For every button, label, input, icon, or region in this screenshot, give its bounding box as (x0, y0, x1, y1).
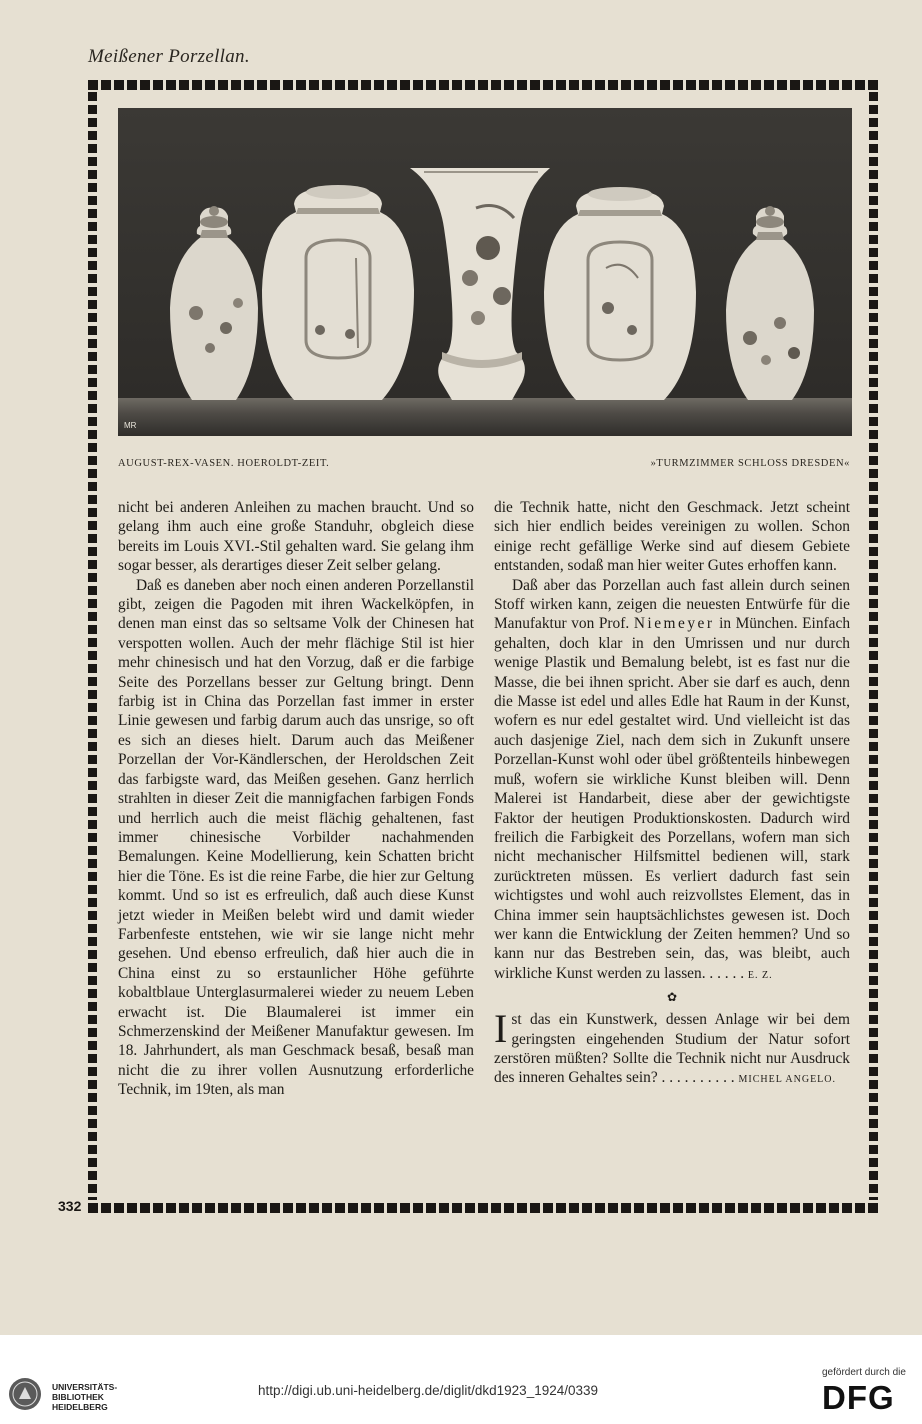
figure-caption-right: »TURMZIMMER SCHLOSS DRESDEN« (650, 458, 850, 469)
figure-caption-left: AUGUST-REX-VASEN. HOEROLDT-ZEIT. (118, 458, 330, 469)
running-title: Meißener Porzellan. (88, 46, 250, 67)
library-name-line: BIBLIOTHEK (52, 1392, 104, 1402)
paragraph (494, 576, 850, 986)
library-name (52, 1382, 117, 1412)
paragraph: nicht bei anderen Anleihen zu machen braucht. Und so gelang ihm auch eine große Standuhr, obgleich diese bereits im Louis XVI.-Stil gehalten ward. Sie gelang ihm sogar besser, als derartiges dieser Zeit selber gelang. (118, 499, 474, 575)
library-name-line: HEIDELBERG (52, 1402, 108, 1412)
paragraph-text: in München. Einfach gehalten, doch klar in den Umrissen und nur durch wenige Plastik und Bemalung belebt, ist es fast nur die Masse, die bei ihnen spricht. Aber sie darf es auch, denn die Masse ist edel und alles Edle hat Raum in der Kunst, wofern es nur edel gestaltet wird. Und vielleicht ist das auch dasjenige Ziel, nach dem sich in Zukunft unsere Porzellan-Kunst wohl oder übel größtenteils hinbewegen muß, wofern sie wirkliche Kunst bleiben will. Denn Malerei ist Handarbeit, diese aber der gewichtigste Faktor der heutigen Produktionskosten. Dadurch wird freilich die Farbigkeit des Porzellans, wofern man sich nicht mechanischer Hilfsmittel bedienen will, stark zurücktreten müssen. Es verliert dadurch fast sein wichtigstes und wohl auch reizvollstes Element, das in China immer sein hauptsächlichstes gewesen ist. Doch wer kann die Entwicklung der Zeiten hemmen? Und so kann nur das Bestreben sein, das, was bleibt, auch wirkliche Kunst werden zu lassen. . . . . . (494, 615, 851, 982)
photo-monogram: MR (124, 421, 137, 430)
quote-paragraph (494, 1006, 850, 1090)
small-vase-left (170, 206, 258, 400)
permalink-url[interactable]: http://digi.ub.uni-heidelberg.de/diglit/dkd1923_1924/0339 (258, 1383, 599, 1398)
university-seal-icon (8, 1377, 42, 1411)
quote-author: MICHEL ANGELO. (738, 1074, 837, 1086)
vases-illustration (118, 108, 852, 436)
funding-note: gefördert durch die (822, 1367, 906, 1378)
trumpet-vase-center (410, 168, 550, 400)
small-vase-right (726, 206, 814, 400)
library-name-line: UNIVERSITÄTS- (52, 1382, 118, 1392)
ornamental-border-right (869, 92, 878, 1200)
text-column-left (118, 498, 474, 1100)
ornamental-border-top (88, 80, 878, 90)
name-emphasis: Niemeyer (633, 615, 715, 633)
text-column-right (494, 498, 850, 1090)
large-jar-right (544, 187, 696, 400)
dfg-logo: DFG (822, 1379, 895, 1416)
paragraph-text: Daß aber das Porzellan auch fast allein durch seinen Stoff wirken kann, zeigen die neuesten Entwürfe für die Manufaktur von Prof. (494, 576, 850, 633)
ornamental-border-bottom (88, 1203, 878, 1213)
ornament-icon: ✿ (666, 990, 678, 1005)
drop-cap: I (494, 1006, 508, 1052)
author-signature: E. Z. (747, 969, 773, 981)
vase-photograph (118, 108, 852, 436)
large-jar-left (262, 185, 414, 400)
digitization-footer (0, 1335, 922, 1424)
quote-text: st das ein Kunstwerk, dessen Anlage wir bei dem geringsten eingehenden Studium der Natur sofort zerstören müßten? Sollte die Technik nicht nur Ausdruck des inneren Gehaltes sein? . . . . . . . . . . (494, 1011, 850, 1087)
paragraph: Daß es daneben aber noch einen anderen Porzellanstil gibt, zeigen die Pagoden mit ihren Wackelköpfen, in denen man einst das so seltsame Volk der Chinesen hat verspotten wollen. Auch der mehr flächige Stil ist hier mehr chinesisch und hat den Vorzug, daß er die farbige Seite des Porzellans besser zur Geltung bringt. Denn farbig ist in China das Porzellan fast immer in erster Linie gewesen und farbig darum auch das unsrige, so oft es sich an dieses hielt. Darum auch das Meißener Porzellan der Vor-Kändlerschen, der Heroldschen Zeit das farbigste ward, das Meißen gesehen. Ganz herrlich strahlten in dieser Zeit die mannigfachen farbigen Fonds und herrlich auch die meist flächig gehaltenen, fast immer chinesische Vorbilder nachahmenden Bemalungen. Keine Modellierung, kein Schatten bricht hier die Töne. Es ist die reine Farbe, die hier zur Geltung kommt. Und so ist es erfreulich, daß auch diese Kunst jetzt wieder in Meißen belebt wird und damit wieder Farbenfeste entstehen, wie wir sie lange nicht mehr gesehen. Und ebenso erfreulich, daß hier auch die in China einst zu so erstaunlicher Höhe geführte kobaltblaue Unterglasurmalerei wieder zu neuem Leben erwacht ist. Die Blaumalerei ist immer ein Schmerzenskind der Meißener Manufaktur gewesen. Im 18. Jahrhundert, als man Geschmack besaß, besaß man nicht die zu ihrer vollen Ausnutzung erforderliche Technik, im 19ten, als man (118, 576, 474, 1099)
page-number: 332 (58, 1198, 82, 1214)
ornamental-border-left (88, 92, 97, 1200)
paragraph: die Technik hatte, nicht den Geschmack. Jetzt scheint sich hier endlich beides vereinigen zu wollen. Schon einige recht gefällige Werke sind auf diesem Gebiete entstanden, sodaß man hier weiter Gutes erhoffen kann. (494, 499, 850, 575)
